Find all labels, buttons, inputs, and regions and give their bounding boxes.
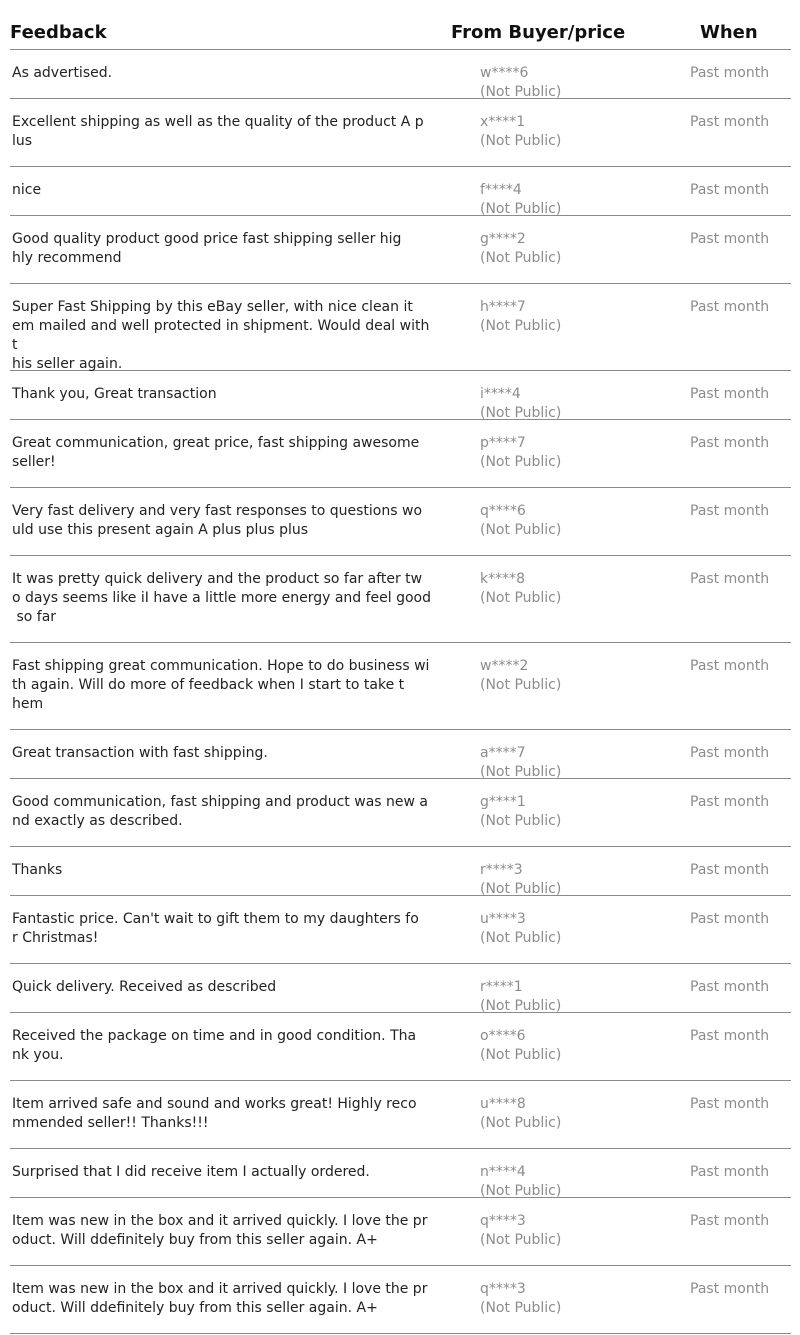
feedback-comment: Excellent shipping as well as the quality of the product A p lus [12, 114, 424, 149]
buyer-visibility: (Not Public) [480, 677, 562, 693]
feedback-when: Past month [690, 911, 770, 927]
buyer-visibility: (Not Public) [480, 454, 562, 470]
buyer-cell [480, 1027, 630, 1065]
table-row [10, 371, 791, 420]
feedback-comment: Good communication, fast shipping and product was new a nd exactly as described. [12, 794, 428, 829]
buyer-visibility: (Not Public) [480, 1183, 562, 1199]
table-row [10, 488, 791, 556]
table-row [10, 1198, 791, 1266]
buyer-cell [480, 793, 630, 831]
buyer-visibility: (Not Public) [480, 250, 562, 266]
buyer-visibility: (Not Public) [480, 881, 562, 897]
feedback-table [10, 0, 791, 1334]
feedback-when: Past month [690, 435, 770, 451]
buyer-visibility: (Not Public) [480, 1300, 562, 1316]
buyer-cell [480, 570, 630, 608]
feedback-when: Past month [690, 114, 770, 130]
buyer-id: n****4 [480, 1164, 526, 1180]
feedback-comment: Thank you, Great transaction [12, 386, 217, 402]
table-row [10, 167, 791, 216]
buyer-cell [480, 230, 630, 268]
feedback-comment: It was pretty quick delivery and the product so far after tw o days seems like iI have a little more energy and feel good so far [12, 571, 432, 625]
feedback-when: Past month [690, 299, 770, 315]
table-row [10, 1149, 791, 1198]
feedback-when: Past month [690, 794, 770, 810]
feedback-comment: Surprised that I did receive item I actually ordered. [12, 1164, 370, 1180]
buyer-visibility: (Not Public) [480, 1115, 562, 1131]
table-row [10, 50, 791, 99]
buyer-id: o****6 [480, 1028, 526, 1044]
table-row [10, 420, 791, 488]
buyer-cell [480, 298, 630, 336]
table-row [10, 779, 791, 847]
buyer-cell [480, 113, 630, 151]
buyer-id: w****2 [480, 658, 529, 674]
buyer-visibility: (Not Public) [480, 813, 562, 829]
buyer-visibility: (Not Public) [480, 133, 562, 149]
feedback-when: Past month [690, 231, 770, 247]
feedback-comment: Quick delivery. Received as described [12, 979, 277, 995]
buyer-visibility: (Not Public) [480, 405, 562, 421]
table-row [10, 896, 791, 964]
buyer-cell [480, 910, 630, 948]
column-header-feedback: Feedback [10, 22, 107, 43]
feedback-comment: Very fast delivery and very fast responses to questions wo uld use this present again A plus plus plus [12, 503, 423, 538]
buyer-cell [480, 64, 630, 102]
buyer-cell [480, 861, 630, 899]
buyer-cell [480, 181, 630, 219]
table-row [10, 1266, 791, 1334]
column-header-buyer-price: From Buyer/price [451, 22, 626, 43]
feedback-comment: Received the package on time and in good condition. Tha nk you. [12, 1028, 417, 1063]
feedback-comment: Fast shipping great communication. Hope to do business wi th again. Will do more of feedback when I start to take t hem [12, 658, 430, 712]
buyer-id: u****8 [480, 1096, 526, 1112]
buyer-id: p****7 [480, 435, 526, 451]
buyer-cell [480, 385, 630, 423]
buyer-visibility: (Not Public) [480, 930, 562, 946]
feedback-when: Past month [690, 1096, 770, 1112]
feedback-comment: Great transaction with fast shipping. [12, 745, 268, 761]
feedback-when: Past month [690, 1164, 770, 1180]
buyer-cell [480, 1095, 630, 1133]
feedback-comment: Thanks [12, 862, 63, 878]
buyer-cell [480, 978, 630, 1016]
feedback-comment: nice [12, 182, 42, 198]
feedback-comment: Good quality product good price fast shipping seller hig hly recommend [12, 231, 402, 266]
table-header [10, 0, 791, 50]
feedback-when: Past month [690, 745, 770, 761]
feedback-when: Past month [690, 65, 770, 81]
feedback-when: Past month [690, 182, 770, 198]
buyer-id: x****1 [480, 114, 526, 130]
table-row [10, 284, 791, 371]
table-row [10, 99, 791, 167]
feedback-when: Past month [690, 658, 770, 674]
buyer-id: q****3 [480, 1281, 526, 1297]
buyer-cell [480, 434, 630, 472]
buyer-id: q****6 [480, 503, 526, 519]
buyer-visibility: (Not Public) [480, 84, 562, 100]
buyer-cell [480, 502, 630, 540]
buyer-visibility: (Not Public) [480, 998, 562, 1014]
buyer-id: w****6 [480, 65, 529, 81]
feedback-comment: Item was new in the box and it arrived quickly. I love the pr oduct. Will ddefinitely buy from this seller again. A+ [12, 1213, 428, 1248]
buyer-id: r****3 [480, 862, 523, 878]
table-row [10, 964, 791, 1013]
buyer-visibility: (Not Public) [480, 1232, 562, 1248]
buyer-cell [480, 1280, 630, 1318]
feedback-comment: Item was new in the box and it arrived quickly. I love the pr oduct. Will ddefinitely buy from this seller again. A+ [12, 1281, 428, 1316]
table-row [10, 556, 791, 643]
table-row [10, 730, 791, 779]
feedback-when: Past month [690, 503, 770, 519]
buyer-cell [480, 1163, 630, 1201]
feedback-comment: Super Fast Shipping by this eBay seller, with nice clean it em mailed and well protected in shipment. Would deal with t his seller again. [12, 299, 430, 372]
buyer-id: f****4 [480, 182, 522, 198]
feedback-when: Past month [690, 571, 770, 587]
feedback-comment: Great communication, great price, fast shipping awesome seller! [12, 435, 420, 470]
feedback-when: Past month [690, 1281, 770, 1297]
buyer-visibility: (Not Public) [480, 764, 562, 780]
buyer-visibility: (Not Public) [480, 318, 562, 334]
buyer-id: g****1 [480, 794, 526, 810]
column-header-when: When [700, 22, 758, 43]
feedback-when: Past month [690, 386, 770, 402]
table-row [10, 643, 791, 730]
buyer-id: g****2 [480, 231, 526, 247]
buyer-id: q****3 [480, 1213, 526, 1229]
feedback-when: Past month [690, 1213, 770, 1229]
buyer-id: k****8 [480, 571, 526, 587]
buyer-visibility: (Not Public) [480, 201, 562, 217]
feedback-when: Past month [690, 862, 770, 878]
feedback-comment: Fantastic price. Can't wait to gift them to my daughters fo r Christmas! [12, 911, 419, 946]
buyer-id: r****1 [480, 979, 523, 995]
buyer-visibility: (Not Public) [480, 522, 562, 538]
buyer-cell [480, 744, 630, 782]
buyer-cell [480, 657, 630, 695]
table-row [10, 216, 791, 284]
feedback-comment: As advertised. [12, 65, 113, 81]
buyer-id: h****7 [480, 299, 526, 315]
buyer-id: a****7 [480, 745, 526, 761]
table-row [10, 1081, 791, 1149]
buyer-id: u****3 [480, 911, 526, 927]
feedback-when: Past month [690, 979, 770, 995]
table-row [10, 1013, 791, 1081]
buyer-cell [480, 1212, 630, 1250]
buyer-id: i****4 [480, 386, 521, 402]
table-row [10, 847, 791, 896]
buyer-visibility: (Not Public) [480, 1047, 562, 1063]
buyer-visibility: (Not Public) [480, 590, 562, 606]
feedback-when: Past month [690, 1028, 770, 1044]
feedback-comment: Item arrived safe and sound and works great! Highly reco mmended seller!! Thanks!!! [12, 1096, 417, 1131]
